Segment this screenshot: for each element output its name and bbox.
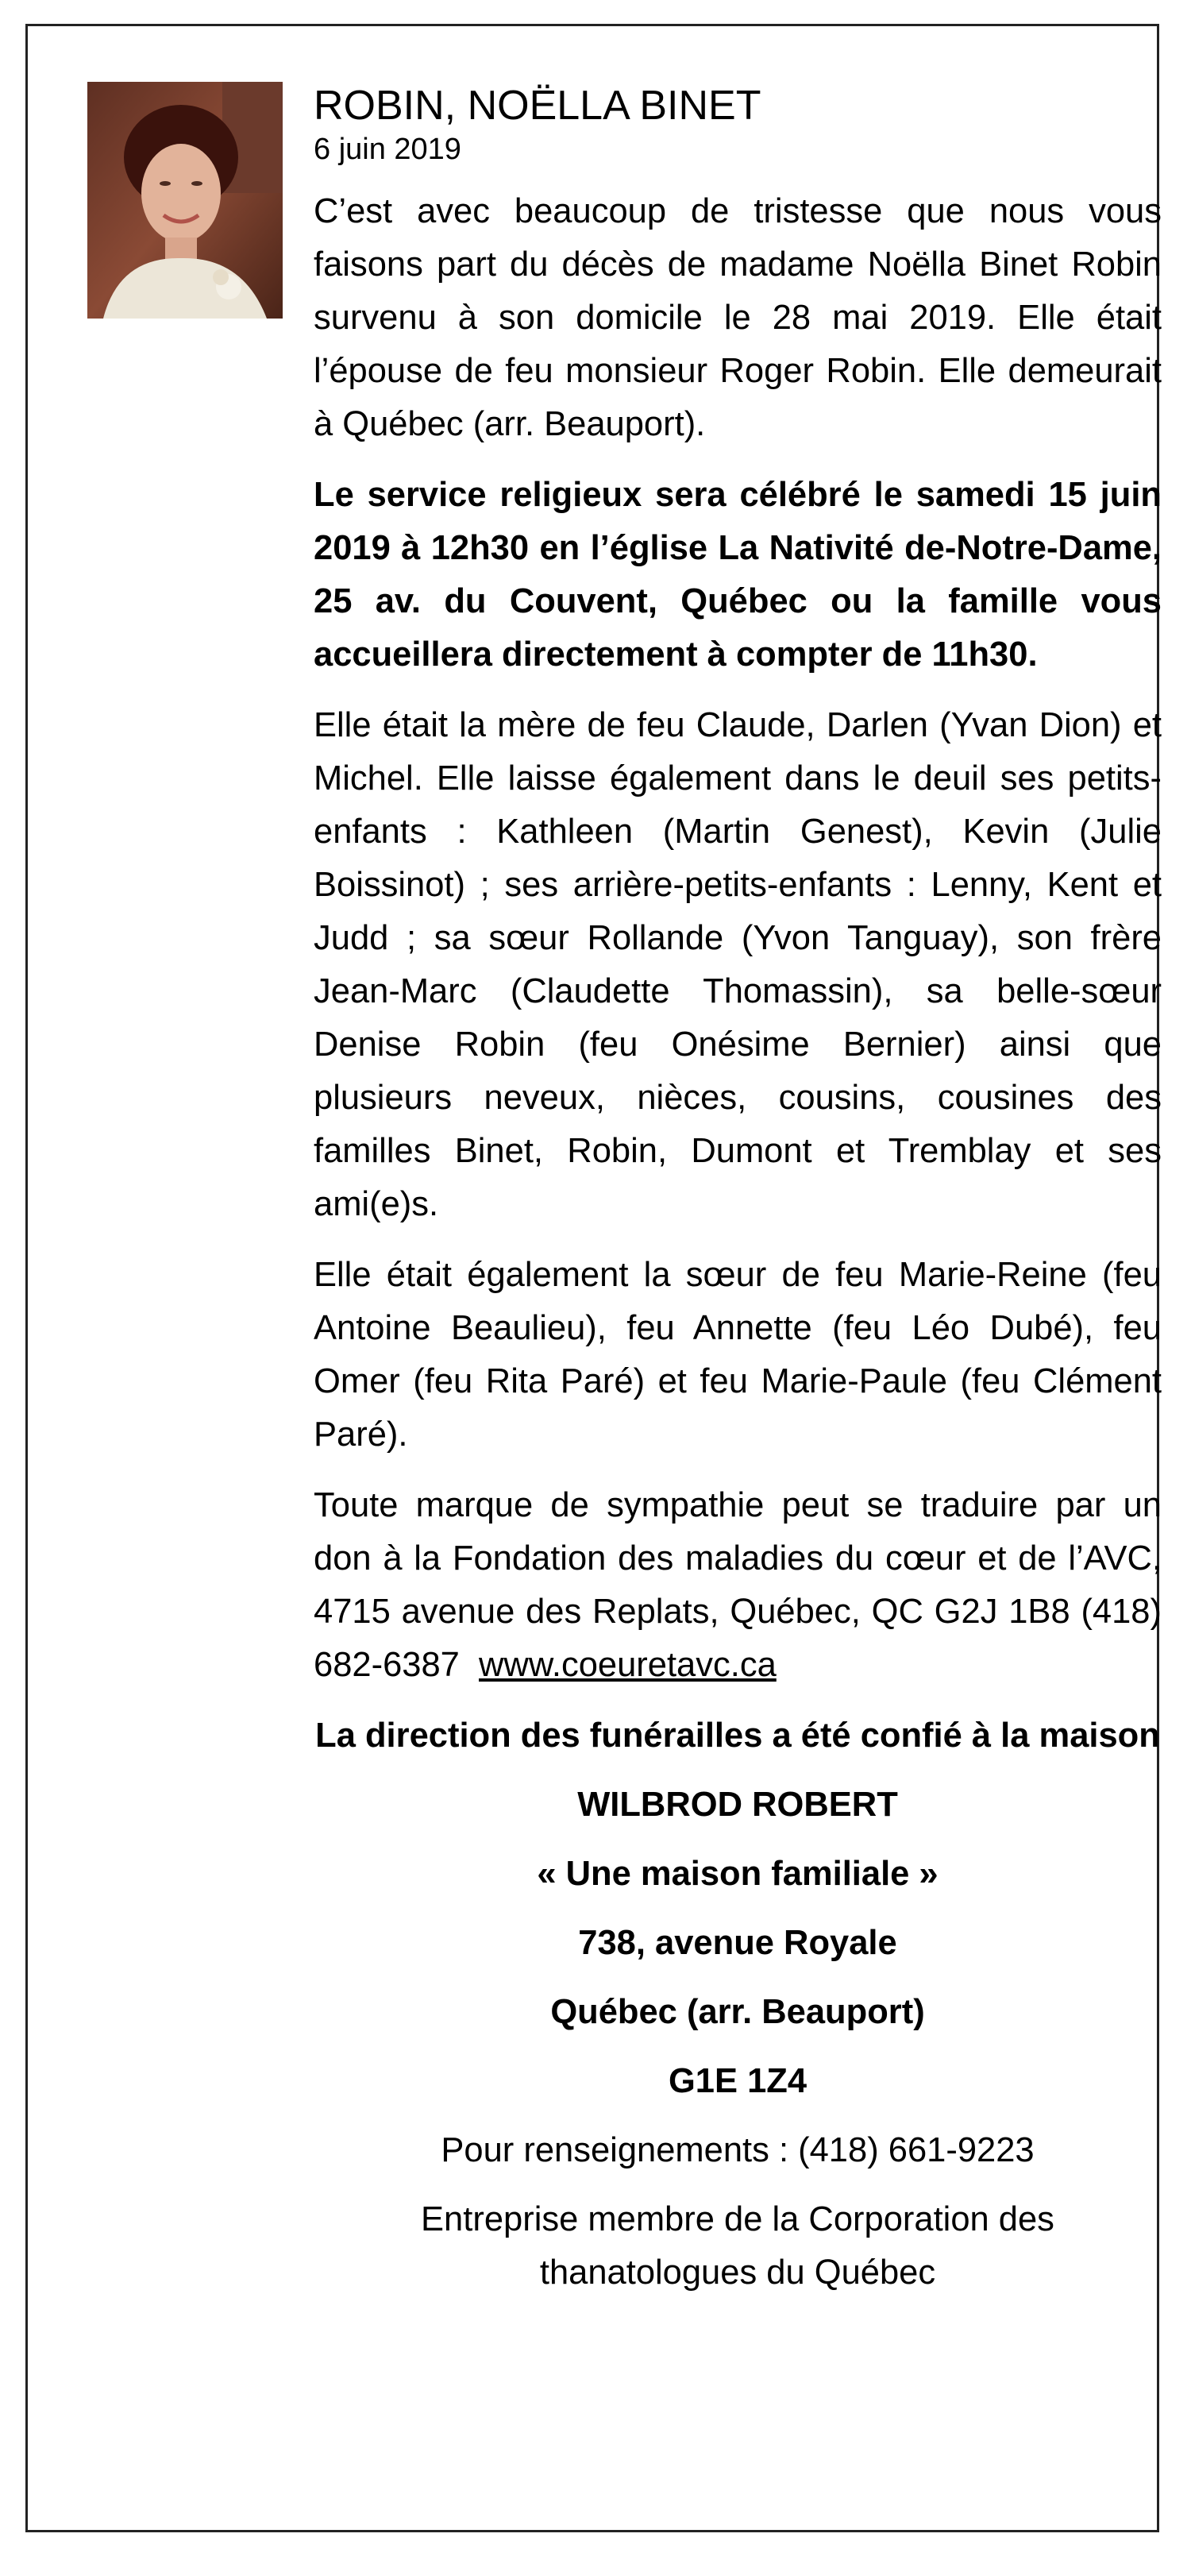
funeral-home-slogan: « Une maison familiale » — [537, 1855, 939, 1893]
paragraph-siblings: Elle était également la sœur de feu Marie-Reine (feu Antoine Beaulieu), feu Annette (feu Léo Dubé), feu Omer (feu Rita Paré) et feu Marie-Paule (feu Clément Paré). — [314, 1256, 1162, 1454]
deceased-name: ROBIN, NOËLLA BINET — [314, 83, 761, 129]
funeral-home-city: Québec (arr. Beauport) — [550, 1993, 925, 2031]
portrait-image — [87, 82, 283, 319]
paragraph-family: Elle était la mère de feu Claude, Darlen (Yvan Dion) et Michel. Elle laisse également dans le deuil ses petits-enfants : Kathleen (Martin Genest), Kevin (Julie Boissinot) ; ses arrière-petits-enfants : Lenny, Kent et Judd ; sa sœur Rollande (Yvon Tanguay), son frère Jean-Marc (Claudette Thomassin), sa belle-sœur Denise Robin (feu Onésime Bernier) ainsi que plusieurs neveux, nièces, cousins, cousines des familles Binet, Robin, Dumont et Tremblay et ses ami(e)s. — [314, 706, 1162, 1223]
funeral-home-address: 738, avenue Royale — [578, 1924, 897, 1962]
funeral-home-membership: Entreprise membre de la Corporation des thanatologues du Québec — [421, 2200, 1054, 2292]
funeral-home-name: WILBROD ROBERT — [577, 1786, 898, 1824]
funeral-home-intro: La direction des funérailles a été confié à la maison — [315, 1717, 1160, 1755]
obituary-frame — [25, 24, 1162, 2532]
funeral-home-postal: G1E 1Z4 — [668, 2062, 807, 2100]
obituary-content — [314, 80, 1162, 2300]
paragraph-donation — [314, 1479, 1162, 1692]
donation-text: Toute marque de sympathie peut se traduire par un don à la Fondation des maladies du cœur et de l’AVC, 4715 avenue des Replats, Québec, QC G2J 1B8 (418) 682-6387 — [314, 1486, 1162, 1684]
portrait-photo — [87, 82, 283, 319]
paragraph-service: Le service religieux sera célébré le samedi 15 juin 2019 à 12h30 en l’église La Nativité de-Notre-Dame, 25 av. du Couvent, Québec ou la famille vous accueillera directement à compter de 11h30. — [314, 476, 1162, 674]
paragraph-announcement: C’est avec beaucoup de tristesse que nous vous faisons part du décès de madame Noëlla Binet Robin survenu à son domicile le 28 mai 2019. Elle était l’épouse de feu monsieur Roger Robin. Elle demeurait à Québec (arr. Beauport). — [314, 192, 1162, 443]
notice-date: 6 juin 2019 — [314, 133, 461, 166]
donation-link[interactable]: www.coeuretavc.ca — [479, 1646, 777, 1684]
funeral-home-phone: Pour renseignements : (418) 661-9223 — [441, 2131, 1035, 2169]
